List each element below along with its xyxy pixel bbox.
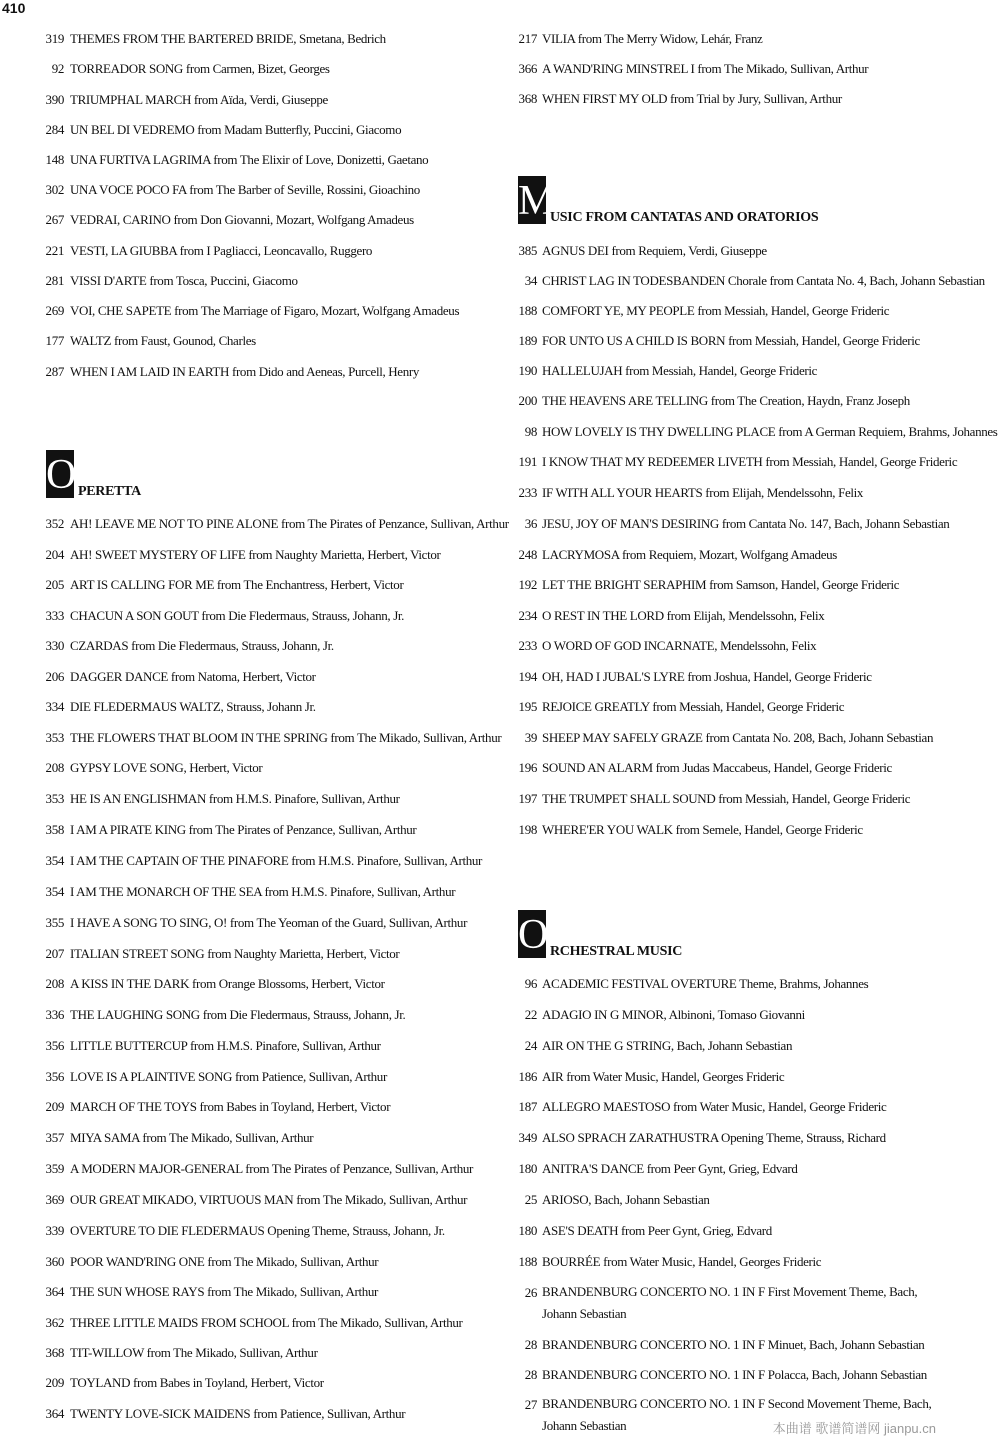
entry-title: THE LAUGHING SONG from Die Fledermaus, Strauss, Johann, Jr. xyxy=(70,1007,406,1022)
entry-page: 196 xyxy=(518,760,537,775)
entry-title: I HAVE A SONG TO SING, O! from The Yeoman of the Guard, Sullivan, Arthur xyxy=(70,915,468,930)
entry-title: O WORD OF GOD INCARNATE, Mendelssohn, Felix xyxy=(542,638,817,653)
section-title: PERETTA xyxy=(78,484,141,499)
entry-title: VEDRAI, CARINO from Don Giovanni, Mozart, Wolfgang Amadeus xyxy=(70,212,414,227)
entry-title: ALSO SPRACH ZARATHUSTRA Opening Theme, Strauss, Richard xyxy=(542,1130,886,1145)
entry-title: AIR from Water Music, Handel, Georges Frideric xyxy=(542,1069,785,1084)
entry-title: DIE FLEDERMAUS WALTZ, Strauss, Johann Jr. xyxy=(70,699,316,714)
entry-title: BRANDENBURG CONCERTO NO. 1 IN F Polacca, Bach, Johann Sebastian xyxy=(542,1367,927,1382)
entry-title: BRANDENBURG CONCERTO NO. 1 IN F First Movement Theme, Bach, Johann Sebastian xyxy=(542,1284,918,1321)
entry-page: 198 xyxy=(518,822,537,837)
entry-page: 319 xyxy=(45,31,64,46)
page-number: 410 xyxy=(2,0,26,16)
entry-page: 385 xyxy=(518,243,537,258)
entry-page: 22 xyxy=(524,1007,537,1022)
entry-title: SOUND AN ALARM from Judas Maccabeus, Handel, George Frideric xyxy=(542,760,892,775)
entry-title: ASE'S DEATH from Peer Gynt, Grieg, Edvard xyxy=(542,1223,772,1238)
entry-title: SHEEP MAY SAFELY GRAZE from Cantata No. 208, Bach, Johann Sebastian xyxy=(542,730,934,745)
entry-page: 209 xyxy=(45,1375,64,1390)
entry-page: 333 xyxy=(45,608,64,623)
section-title: RCHESTRAL MUSIC xyxy=(550,944,683,959)
entry-page: 233 xyxy=(518,638,537,653)
entry-page: 356 xyxy=(45,1069,64,1084)
entry-page: 148 xyxy=(45,152,64,167)
entry-title: ANITRA'S DANCE from Peer Gynt, Grieg, Edvard xyxy=(542,1161,798,1176)
entry-page: 366 xyxy=(518,61,537,76)
entry-page: 368 xyxy=(518,91,537,106)
entry-page: 191 xyxy=(518,454,537,469)
watermark-text: 本曲谱 歌谱简谱网 jianpu.cn xyxy=(772,1421,936,1436)
entry-title: THE SUN WHOSE RAYS from The Mikado, Sullivan, Arthur xyxy=(70,1284,379,1299)
entry-page: 28 xyxy=(524,1367,537,1382)
entry-title: FOR UNTO US A CHILD IS BORN from Messiah, Handel, George Frideric xyxy=(542,333,920,348)
entry-title: AIR ON THE G STRING, Bach, Johann Sebastian xyxy=(542,1038,793,1053)
entry-page: 188 xyxy=(518,303,537,318)
entry-title: TWENTY LOVE-SICK MAIDENS from Patience, Sullivan, Arthur xyxy=(70,1406,406,1421)
entry-page: 302 xyxy=(45,182,64,197)
entry-title: COMFORT YE, MY PEOPLE from Messiah, Handel, George Frideric xyxy=(542,303,890,318)
entry-page: 368 xyxy=(45,1345,64,1360)
entry-page: 206 xyxy=(45,669,64,684)
entry-title: VILIA from The Merry Widow, Lehár, Franz xyxy=(542,31,763,46)
drop-cap: O xyxy=(518,912,549,958)
entry-title: IF WITH ALL YOUR HEARTS from Elijah, Mendelssohn, Felix xyxy=(542,485,864,500)
entry-title: GYPSY LOVE SONG, Herbert, Victor xyxy=(70,760,263,775)
entry-page: 353 xyxy=(45,730,64,745)
entry-title: AH! SWEET MYSTERY OF LIFE from Naughty Marietta, Herbert, Victor xyxy=(70,547,441,562)
entry-page: 356 xyxy=(45,1038,64,1053)
entry-page: 24 xyxy=(524,1038,537,1053)
entry-page: 364 xyxy=(45,1284,64,1299)
entry-page: 34 xyxy=(524,273,537,288)
entry-page: 281 xyxy=(45,273,64,288)
entry-title: I AM THE CAPTAIN OF THE PINAFORE from H.M.S. Pinafore, Sullivan, Arthur xyxy=(70,853,483,868)
entry-page: 349 xyxy=(518,1130,537,1145)
entry-title: I AM THE MONARCH OF THE SEA from H.M.S. Pinafore, Sullivan, Arthur xyxy=(70,884,456,899)
entry-title: LOVE IS A PLAINTIVE SONG from Patience, Sullivan, Arthur xyxy=(70,1069,387,1084)
entry-page: 195 xyxy=(518,699,537,714)
entry-title: JESU, JOY OF MAN'S DESIRING from Cantata No. 147, Bach, Johann Sebastian xyxy=(542,516,950,531)
entry-page: 362 xyxy=(45,1315,64,1330)
entry-page: 25 xyxy=(524,1192,537,1207)
entry-title: BRANDENBURG CONCERTO NO. 1 IN F Second Movement Theme, Bach, Johann Sebastian xyxy=(542,1396,932,1433)
entry-page: 269 xyxy=(45,303,64,318)
entry-title: BRANDENBURG CONCERTO NO. 1 IN F Minuet, Bach, Johann Sebastian xyxy=(542,1337,925,1352)
drop-cap: O xyxy=(46,452,77,498)
entry-title: REJOICE GREATLY from Messiah, Handel, George Frideric xyxy=(542,699,845,714)
entry-page: 26 xyxy=(524,1285,537,1300)
entry-page: 364 xyxy=(45,1406,64,1421)
entry-page: 208 xyxy=(45,760,64,775)
entry-page: 28 xyxy=(524,1337,537,1352)
entry-title: LITTLE BUTTERCUP from H.M.S. Pinafore, Sullivan, Arthur xyxy=(70,1038,381,1053)
entry-page: 248 xyxy=(518,547,537,562)
entry-page: 200 xyxy=(518,393,537,408)
entry-page: 221 xyxy=(45,243,64,258)
entry-title: ART IS CALLING FOR ME from The Enchantress, Herbert, Victor xyxy=(70,577,404,592)
entry-title: HE IS AN ENGLISHMAN from H.M.S. Pinafore, Sullivan, Arthur xyxy=(70,791,400,806)
entry-title: OVERTURE TO DIE FLEDERMAUS Opening Theme, Strauss, Johann, Jr. xyxy=(70,1223,445,1238)
entry-page: 194 xyxy=(518,669,537,684)
entry-title: MIYA SAMA from The Mikado, Sullivan, Arthur xyxy=(70,1130,314,1145)
entry-page: 27 xyxy=(524,1397,537,1412)
entry-title: ITALIAN STREET SONG from Naughty Marietta, Herbert, Victor xyxy=(70,946,400,961)
entry-title: WHERE'ER YOU WALK from Semele, Handel, George Frideric xyxy=(542,822,863,837)
entry-page: 233 xyxy=(518,485,537,500)
entry-title: TIT-WILLOW from The Mikado, Sullivan, Arthur xyxy=(70,1345,318,1360)
section-title: USIC FROM CANTATAS AND ORATORIOS xyxy=(550,210,819,225)
entry-page: 336 xyxy=(45,1007,64,1022)
entry-title: ACADEMIC FESTIVAL OVERTURE Theme, Brahms, Johannes xyxy=(542,976,869,991)
entry-page: 334 xyxy=(45,699,64,714)
entry-title: I AM A PIRATE KING from The Pirates of Penzance, Sullivan, Arthur xyxy=(70,822,417,837)
entry-page: 180 xyxy=(518,1161,537,1176)
entry-title: AH! LEAVE ME NOT TO PINE ALONE from The Pirates of Penzance, Sullivan, Arthur xyxy=(70,516,509,531)
entry-page: 359 xyxy=(45,1161,64,1176)
entry-title: WHEN FIRST MY OLD from Trial by Jury, Sullivan, Arthur xyxy=(542,91,842,106)
entry-page: 180 xyxy=(518,1223,537,1238)
entry-page: 96 xyxy=(524,976,537,991)
entry-page: 192 xyxy=(518,577,537,592)
entry-page: 98 xyxy=(524,424,537,439)
entry-title: DAGGER DANCE from Natoma, Herbert, Victor xyxy=(70,669,316,684)
entry-title: MARCH OF THE TOYS from Babes in Toyland, Herbert, Victor xyxy=(70,1099,391,1114)
entry-title: ALLEGRO MAESTOSO from Water Music, Handel, George Frideric xyxy=(542,1099,887,1114)
entry-page: 369 xyxy=(45,1192,64,1207)
entry-title: POOR WAND'RING ONE from The Mikado, Sullivan, Arthur xyxy=(70,1254,379,1269)
entry-page: 352 xyxy=(45,516,64,531)
entry-title: ARIOSO, Bach, Johann Sebastian xyxy=(542,1192,710,1207)
entry-title: A MODERN MAJOR-GENERAL from The Pirates of Penzance, Sullivan, Arthur xyxy=(70,1161,473,1176)
entry-page: 187 xyxy=(518,1099,537,1114)
entry-title: TRIUMPHAL MARCH from Aïda, Verdi, Giuseppe xyxy=(70,92,328,107)
entry-page: 284 xyxy=(45,122,64,137)
entry-page: 354 xyxy=(45,853,64,868)
entry-title: THEMES FROM THE BARTERED BRIDE, Smetana, Bedrich xyxy=(70,31,386,46)
entry-title: THE FLOWERS THAT BLOOM IN THE SPRING from The Mikado, Sullivan, Arthur xyxy=(70,730,502,745)
entry-title: OUR GREAT MIKADO, VIRTUOUS MAN from The Mikado, Sullivan, Arthur xyxy=(70,1192,468,1207)
entry-title: HOW LOVELY IS THY DWELLING PLACE from A German Requiem, Brahms, Johannes xyxy=(542,424,998,439)
entry-title: OH, HAD I JUBAL'S LYRE from Joshua, Handel, George Frideric xyxy=(542,669,872,684)
entry-title: WALTZ from Faust, Gounod, Charles xyxy=(70,333,256,348)
entry-page: 358 xyxy=(45,822,64,837)
entry-title: VISSI D'ARTE from Tosca, Puccini, Giacomo xyxy=(70,273,298,288)
entry-page: 186 xyxy=(518,1069,537,1084)
entry-title: A KISS IN THE DARK from Orange Blossoms, Herbert, Victor xyxy=(70,976,385,991)
entry-page: 390 xyxy=(45,92,64,107)
entry-page: 205 xyxy=(45,577,64,592)
entry-title: WHEN I AM LAID IN EARTH from Dido and Aeneas, Purcell, Henry xyxy=(70,364,419,379)
entry-title: UNA FURTIVA LAGRIMA from The Elixir of Love, Donizetti, Gaetano xyxy=(70,152,429,167)
entry-title: HALLELUJAH from Messiah, Handel, George Frideric xyxy=(542,363,818,378)
entry-page: 234 xyxy=(518,608,537,623)
entry-page: 39 xyxy=(524,730,537,745)
entry-title: LET THE BRIGHT SERAPHIM from Samson, Handel, George Frideric xyxy=(542,577,900,592)
entry-title: ADAGIO IN G MINOR, Albinoni, Tomaso Giovanni xyxy=(542,1007,805,1022)
entry-page: 197 xyxy=(518,791,537,806)
entry-page: 354 xyxy=(45,884,64,899)
entry-title: O REST IN THE LORD from Elijah, Mendelssohn, Felix xyxy=(542,608,825,623)
entry-page: 189 xyxy=(518,333,537,348)
entry-page: 207 xyxy=(45,946,64,961)
entry-title: THE HEAVENS ARE TELLING from The Creation, Haydn, Franz Joseph xyxy=(542,393,910,408)
entry-title: I KNOW THAT MY REDEEMER LIVETH from Messiah, Handel, George Frideric xyxy=(542,454,958,469)
entry-title: LACRYMOSA from Requiem, Mozart, Wolfgang Amadeus xyxy=(542,547,837,562)
entry-title: A WAND'RING MINSTREL I from The Mikado, Sullivan, Arthur xyxy=(542,61,869,76)
entry-title: THE TRUMPET SHALL SOUND from Messiah, Handel, George Frideric xyxy=(542,791,911,806)
entry-title: TORREADOR SONG from Carmen, Bizet, Georges xyxy=(70,61,330,76)
entry-title: VESTI, LA GIUBBA from I Pagliacci, Leoncavallo, Ruggero xyxy=(70,243,373,258)
entry-page: 287 xyxy=(45,364,64,379)
entry-page: 217 xyxy=(518,31,537,46)
entry-page: 208 xyxy=(45,976,64,991)
entry-title: CZARDAS from Die Fledermaus, Strauss, Johann, Jr. xyxy=(70,638,334,653)
entry-page: 353 xyxy=(45,791,64,806)
drop-cap: M xyxy=(518,178,556,224)
entry-title: UNA VOCE POCO FA from The Barber of Seville, Rossini, Gioachino xyxy=(70,182,420,197)
entry-page: 188 xyxy=(518,1254,537,1269)
entry-page: 267 xyxy=(45,212,64,227)
entry-title: AGNUS DEI from Requiem, Verdi, Giuseppe xyxy=(542,243,767,258)
entry-page: 190 xyxy=(518,363,537,378)
entry-title: BOURRÉE from Water Music, Handel, Georges Frideric xyxy=(542,1254,822,1269)
entry-title: UN BEL DI VEDREMO from Madam Butterfly, Puccini, Giacomo xyxy=(70,122,402,137)
entry-title: CHACUN A SON GOUT from Die Fledermaus, Strauss, Johann, Jr. xyxy=(70,608,405,623)
entry-page: 92 xyxy=(51,61,64,76)
entry-page: 357 xyxy=(45,1130,64,1145)
entry-title: VOI, CHE SAPETE from The Marriage of Figaro, Mozart, Wolfgang Amadeus xyxy=(70,303,460,318)
entry-page: 360 xyxy=(45,1254,64,1269)
entry-title: CHRIST LAG IN TODESBANDEN Chorale from Cantata No. 4, Bach, Johann Sebastian xyxy=(542,273,985,288)
entry-title: TOYLAND from Babes in Toyland, Herbert, Victor xyxy=(70,1375,324,1390)
entry-page: 330 xyxy=(45,638,64,653)
entry-page: 177 xyxy=(45,333,64,348)
entry-page: 355 xyxy=(45,915,64,930)
entry-title: THREE LITTLE MAIDS FROM SCHOOL from The Mikado, Sullivan, Arthur xyxy=(70,1315,463,1330)
entry-page: 36 xyxy=(524,516,537,531)
entry-page: 209 xyxy=(45,1099,64,1114)
entry-page: 204 xyxy=(45,547,64,562)
entry-page: 339 xyxy=(45,1223,64,1238)
